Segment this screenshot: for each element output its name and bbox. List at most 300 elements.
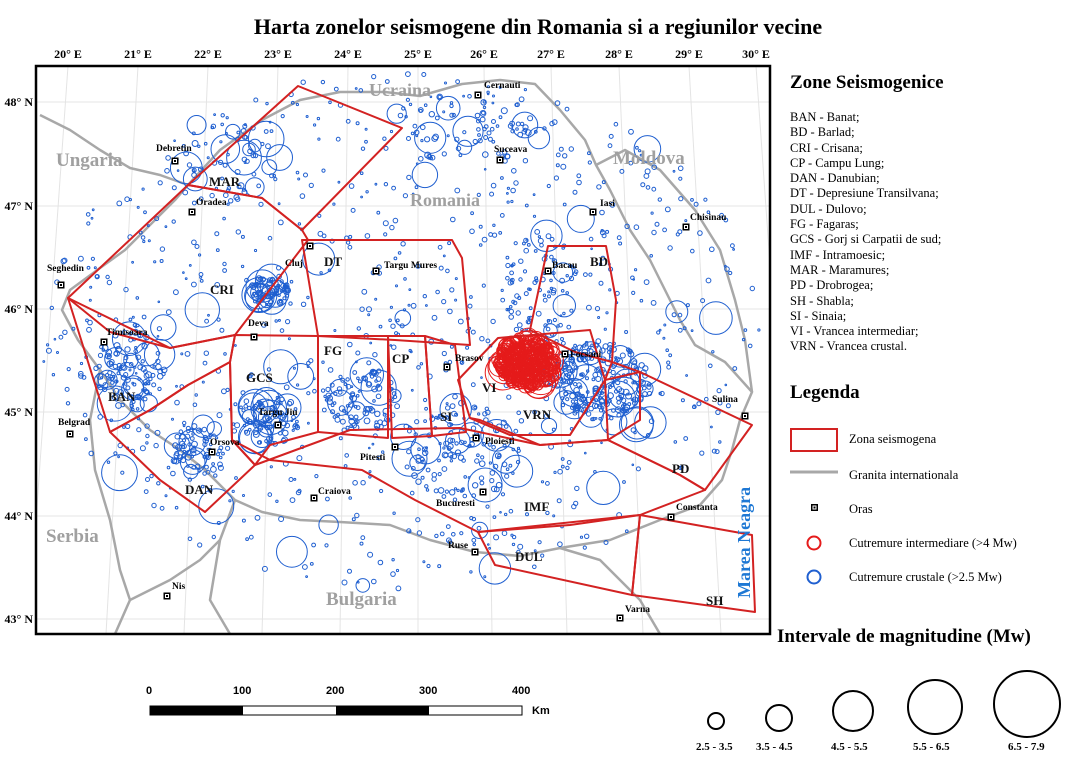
earthquake-circle	[234, 403, 237, 406]
earthquake-circle	[456, 80, 460, 84]
earthquake-circle	[136, 408, 139, 411]
country-label: Romania	[410, 190, 481, 210]
earthquake-circle	[440, 532, 444, 536]
earthquake-circle	[619, 395, 621, 397]
earthquake-circle	[266, 102, 268, 104]
earthquake-circle	[597, 185, 601, 189]
earthquake-circle	[655, 222, 659, 226]
earthquake-circle	[191, 455, 194, 458]
earthquake-circle	[583, 546, 586, 549]
legend-heading: Legenda	[790, 382, 860, 403]
earthquake-circle	[157, 374, 163, 380]
earthquake-circle	[575, 398, 578, 401]
earthquake-circle	[175, 400, 180, 405]
earthquake-circle	[446, 525, 450, 529]
earthquake-circle	[511, 200, 513, 202]
city-marker-dot	[375, 270, 377, 272]
earthquake-circle	[450, 102, 452, 104]
city-label: Bacau	[552, 261, 578, 271]
earthquake-circle	[586, 377, 589, 380]
zone-label: SH	[706, 593, 724, 608]
earthquake-circle	[733, 367, 737, 371]
earthquake-circle	[189, 265, 191, 267]
earthquake-circle	[277, 536, 308, 567]
scale-tick-100: 100	[233, 685, 252, 697]
earthquake-circle	[301, 80, 305, 84]
earthquake-circle	[455, 450, 460, 455]
earthquake-circle	[102, 455, 138, 491]
earthquake-circle	[473, 139, 477, 143]
earthquake-circle	[715, 450, 719, 454]
earthquake-circle	[719, 441, 721, 443]
earthquake-circle	[124, 383, 127, 386]
zone-list-item: FG - Fagaras;	[790, 217, 859, 232]
earthquake-circle	[748, 344, 752, 348]
earthquake-circle	[219, 456, 222, 459]
earthquake-circle	[160, 260, 163, 263]
earthquake-circle	[398, 252, 401, 255]
earthquake-circle	[135, 373, 137, 375]
earthquake-circle	[515, 294, 519, 298]
earthquake-circle	[283, 297, 286, 300]
earthquake-circle	[88, 320, 93, 325]
earthquake-circle	[246, 538, 249, 541]
earthquake-circle	[599, 409, 602, 412]
earthquake-circle	[278, 319, 280, 321]
earthquake-circle	[496, 482, 501, 487]
earthquake-circle	[217, 453, 220, 456]
longitude-tick: 20° E	[54, 47, 82, 61]
earthquake-circle	[146, 478, 150, 482]
earthquake-circle	[480, 481, 484, 485]
earthquake-circle	[390, 306, 392, 308]
earthquake-circle	[158, 301, 160, 303]
earthquake-circle	[290, 498, 295, 503]
earthquake-circle	[390, 345, 392, 347]
city-marker-dot	[174, 160, 176, 162]
zone-label: VRN	[523, 407, 552, 422]
earthquake-circle	[80, 362, 82, 364]
earthquake-circle	[602, 181, 605, 184]
earthquake-circle	[392, 345, 396, 349]
zone-list-item: PD - Drobrogea;	[790, 278, 874, 293]
earthquake-circle	[552, 428, 555, 431]
earthquake-circle	[632, 464, 634, 466]
earthquake-circle	[631, 276, 635, 280]
earthquake-circle	[450, 288, 454, 292]
earthquake-circle	[459, 154, 462, 157]
earthquake-circle	[501, 298, 505, 302]
scale-tick-200: 200	[326, 685, 345, 697]
earthquake-circle	[658, 198, 661, 201]
longitude-tick: 28° E	[605, 47, 633, 61]
earthquake-circle	[481, 456, 484, 459]
earthquake-circle	[619, 242, 622, 245]
earthquake-circle	[319, 515, 338, 534]
earthquake-circle	[446, 403, 448, 405]
earthquake-circle	[307, 296, 309, 298]
earthquake-circle	[298, 223, 300, 225]
earthquake-circle	[561, 404, 564, 407]
earthquake-circle	[357, 377, 360, 380]
earthquake-circle	[700, 451, 704, 455]
earthquake-circle	[375, 380, 378, 383]
city-label: Sulina	[712, 395, 738, 405]
earthquake-circle	[137, 428, 141, 432]
earthquake-circle	[565, 107, 569, 111]
earthquake-circle	[591, 344, 594, 347]
latitude-tick: 47° N	[4, 199, 33, 213]
earthquake-circle	[200, 280, 203, 283]
city-marker-dot	[592, 211, 594, 213]
earthquake-circle	[406, 72, 411, 77]
city-marker-dot	[670, 516, 672, 518]
earthquake-circle	[493, 95, 495, 97]
earthquake-circle	[372, 579, 377, 584]
earthquake-circle	[514, 242, 517, 245]
country-label: Marea Neagra	[734, 486, 754, 598]
earthquake-circle	[235, 477, 238, 480]
zone-label: VI	[482, 380, 497, 395]
earthquake-circle	[141, 236, 145, 240]
earthquake-circle	[205, 465, 209, 469]
earthquake-circle	[349, 184, 354, 189]
earthquake-circle	[394, 257, 397, 260]
earthquake-circle	[588, 152, 591, 155]
city-marker-dot	[499, 159, 501, 161]
legend-intermediate-label: Cutremure intermediare (>4 Mw)	[849, 536, 1017, 550]
earthquake-circle	[312, 543, 316, 547]
earthquake-circle	[479, 244, 482, 247]
zone-list-item: VI - Vrancea intermediar;	[790, 324, 919, 339]
earthquake-circle	[306, 576, 308, 578]
earthquake-circle	[107, 461, 109, 463]
earthquake-circle	[594, 471, 597, 474]
earthquake-circle	[609, 289, 611, 291]
earthquake-circle	[418, 448, 421, 451]
earthquake-circle	[379, 325, 382, 328]
earthquake-circle	[266, 144, 271, 149]
earthquake-circle	[198, 469, 200, 471]
earthquake-circle	[396, 319, 399, 322]
earthquake-circle	[634, 225, 639, 230]
earthquake-circle	[659, 329, 661, 331]
earthquake-circle	[415, 186, 418, 189]
earthquake-circle	[505, 513, 507, 515]
earthquake-circle	[438, 488, 444, 494]
earthquake-circle	[408, 304, 410, 306]
earthquake-circle	[333, 402, 336, 405]
earthquake-circle	[583, 345, 585, 347]
earthquake-circle	[289, 478, 293, 482]
earthquake-circle	[419, 157, 424, 162]
earthquake-circle	[422, 73, 426, 77]
earthquake-circle	[301, 302, 305, 306]
longitude-tick: 26° E	[470, 47, 498, 61]
latitude-tick: 44° N	[4, 509, 33, 523]
earthquake-circle	[391, 572, 396, 577]
earthquake-circle	[268, 236, 272, 240]
earthquake-circle	[502, 531, 507, 536]
earthquake-circle	[277, 402, 279, 404]
earthquake-circle	[572, 363, 574, 365]
earthquake-circle	[479, 225, 482, 228]
earthquake-circle	[509, 306, 512, 309]
earthquake-circle	[550, 287, 553, 290]
earthquake-circle	[118, 456, 120, 458]
earthquake-circle	[540, 243, 544, 247]
earthquake-circle	[425, 485, 428, 488]
earthquake-circle	[66, 402, 69, 405]
earthquake-circle	[651, 301, 656, 306]
earthquake-circle	[533, 215, 535, 217]
earthquake-circle	[321, 80, 324, 83]
earthquake-circle	[496, 125, 499, 128]
earthquake-circle	[503, 159, 507, 163]
earthquake-circle	[445, 490, 448, 493]
earthquake-circle	[123, 426, 126, 429]
city-marker-dot	[547, 270, 549, 272]
earthquake-circle	[468, 95, 472, 99]
earthquake-circle	[181, 353, 183, 355]
earthquake-circle	[125, 197, 130, 202]
earthquake-circle	[492, 120, 496, 124]
earthquake-circle	[126, 424, 130, 428]
earthquake-circle	[567, 461, 571, 465]
earthquake-circle	[129, 369, 131, 371]
earthquake-circle	[487, 91, 489, 93]
earthquake-circle	[512, 543, 514, 545]
earthquake-circle	[490, 127, 494, 131]
earthquake-circle	[672, 313, 676, 317]
earthquake-circle	[489, 462, 491, 464]
city-marker-dot	[394, 446, 396, 448]
earthquake-circle	[280, 329, 284, 333]
earthquake-circle	[268, 493, 272, 497]
earthquake-circle	[563, 366, 566, 369]
earthquake-circle	[617, 236, 621, 240]
country-label: Ucraina	[369, 80, 431, 100]
earthquake-circle	[334, 330, 336, 332]
earthquake-circle	[306, 116, 308, 118]
earthquake-circle	[729, 271, 732, 274]
earthquake-circle	[143, 397, 147, 401]
earthquake-circle	[146, 434, 149, 437]
earthquake-circle	[566, 466, 569, 469]
earthquake-circle	[232, 490, 234, 492]
earthquake-circle	[509, 464, 512, 467]
latitude-tick: 46° N	[4, 302, 33, 316]
earthquake-circle	[629, 129, 634, 134]
earthquake-circle	[304, 173, 308, 177]
zone-label: SI	[440, 409, 453, 424]
earthquake-circle	[514, 327, 518, 331]
country-label: Bulgaria	[326, 589, 397, 610]
earthquake-circle	[174, 140, 176, 142]
earthquake-circle	[357, 327, 360, 330]
earthquake-circle	[700, 302, 733, 335]
earthquake-circle	[223, 163, 227, 167]
earthquake-circle	[212, 463, 215, 466]
earthquake-circle	[157, 336, 159, 338]
earthquake-circle	[442, 300, 446, 304]
city-label: Targu Mures	[384, 261, 438, 271]
earthquake-circle	[486, 505, 489, 508]
earthquake-circle	[470, 229, 475, 234]
earthquake-circle	[447, 135, 449, 137]
earthquake-circle	[427, 564, 430, 567]
earthquake-circle	[640, 299, 643, 302]
earthquake-circle	[368, 314, 370, 316]
earthquake-circle	[308, 422, 310, 424]
earthquake-circle	[436, 290, 440, 294]
earthquake-circle	[207, 157, 209, 159]
earthquake-circle	[158, 181, 162, 185]
earthquake-circle	[401, 242, 405, 246]
earthquake-circle	[57, 352, 59, 354]
earthquake-circle	[484, 576, 486, 578]
earthquake-circle	[416, 163, 418, 165]
earthquake-circle	[509, 509, 513, 513]
earthquake-circle	[528, 116, 533, 121]
earthquake-circle	[519, 259, 523, 263]
city-marker-dot	[166, 595, 168, 597]
earthquake-circle	[556, 164, 559, 167]
earthquake-circle	[229, 500, 231, 502]
earthquake-circle	[321, 389, 324, 392]
earthquake-circle	[668, 246, 672, 250]
earthquake-circle	[566, 292, 569, 295]
earthquake-circle	[47, 344, 49, 346]
earthquake-circle	[185, 278, 187, 280]
earthquake-circle	[409, 103, 411, 105]
earthquake-circle	[338, 181, 340, 183]
earthquake-circle	[555, 101, 560, 106]
earthquake-circle	[459, 423, 484, 448]
earthquake-circle	[620, 353, 625, 358]
earthquake-circle	[679, 197, 683, 201]
earthquake-circle	[348, 245, 352, 249]
earthquake-circle	[404, 278, 407, 281]
earthquake-circle	[585, 534, 589, 538]
earthquake-circle	[421, 476, 424, 479]
country-label: Ungaria	[56, 150, 123, 171]
earthquake-circle	[411, 303, 416, 308]
earthquake-circle	[750, 286, 754, 290]
earthquake-circle	[132, 261, 134, 263]
earthquake-circle	[136, 297, 139, 300]
earthquake-circle	[342, 580, 347, 585]
earthquake-circle	[307, 392, 310, 395]
earthquake-circle	[293, 367, 295, 369]
earthquake-circle	[335, 417, 340, 422]
earthquake-circle	[685, 220, 687, 222]
zone-list-item: VRN - Vrancea crustal.	[790, 339, 908, 354]
earthquake-circle	[192, 282, 197, 287]
earthquake-circle	[443, 111, 445, 113]
earthquake-circle	[548, 295, 551, 298]
country-labels	[46, 80, 754, 610]
longitude-tick: 23° E	[264, 47, 292, 61]
city-marker-dot	[191, 211, 193, 213]
earthquake-circle	[475, 459, 479, 463]
earthquake-circle	[356, 395, 359, 398]
earthquake-circle	[368, 552, 373, 557]
earthquake-circle	[297, 384, 299, 386]
earthquake-circle	[663, 337, 665, 339]
earthquake-circle	[113, 364, 117, 368]
earthquake-circle	[278, 203, 280, 205]
longitude-tick: 29° E	[675, 47, 703, 61]
earthquake-circle	[192, 415, 214, 437]
city-marker-dot	[446, 366, 448, 368]
earthquake-circle	[176, 385, 178, 387]
earthquake-circle	[586, 344, 588, 346]
earthquake-circle	[691, 199, 694, 202]
earthquake-circle	[457, 489, 459, 491]
zone-label: GCS	[246, 370, 273, 385]
earthquake-circle	[524, 89, 526, 91]
earthquake-circle	[224, 193, 229, 198]
zone-label: CP	[392, 351, 410, 366]
earthquake-circle	[651, 212, 653, 214]
city-marker-dot	[475, 437, 477, 439]
earthquake-circle	[221, 114, 224, 117]
earthquake-circle	[411, 132, 414, 135]
earthquake-circle	[391, 324, 395, 328]
earthquake-circle	[470, 571, 472, 573]
earthquake-circle	[214, 474, 217, 477]
earthquake-circle	[87, 266, 90, 269]
earthquake-circle	[172, 220, 175, 223]
earthquake-circle	[212, 535, 215, 538]
earthquake-circle	[322, 361, 324, 363]
earthquake-circle	[348, 569, 352, 573]
earthquake-circle	[204, 142, 207, 145]
earthquake-circle	[224, 353, 227, 356]
earthquake-circle	[563, 387, 565, 389]
earthquake-circle	[442, 467, 447, 472]
earthquake-circle	[183, 450, 185, 452]
earthquake-circle	[121, 471, 124, 474]
legend-city-label: Oras	[849, 502, 873, 516]
earthquake-circle	[571, 406, 574, 409]
earthquake-circle	[443, 255, 445, 257]
zone-list-item: CP - Campu Lung;	[790, 155, 885, 170]
earthquake-circle	[384, 233, 387, 236]
earthquake-circle	[220, 141, 222, 143]
earthquake-circle	[243, 495, 245, 497]
earthquake-circle	[471, 383, 475, 387]
earthquake-circle	[365, 140, 368, 143]
earthquake-circle	[691, 330, 693, 332]
earthquake-circle	[501, 108, 507, 114]
earthquake-circle	[501, 455, 533, 487]
earthquake-circle	[571, 400, 574, 403]
earthquake-circle	[643, 392, 648, 397]
earthquake-circle	[450, 460, 452, 462]
earthquake-circle	[491, 183, 496, 188]
earthquake-circle	[372, 443, 374, 445]
earthquake-circle	[550, 255, 554, 259]
earthquake-circle	[494, 535, 499, 540]
earthquake-circle	[492, 140, 495, 143]
earthquake-circle	[395, 404, 400, 409]
earthquake-circle	[681, 399, 684, 402]
earthquake-circle	[546, 327, 550, 331]
earthquake-circle	[499, 116, 502, 119]
earthquake-circle	[324, 395, 326, 397]
